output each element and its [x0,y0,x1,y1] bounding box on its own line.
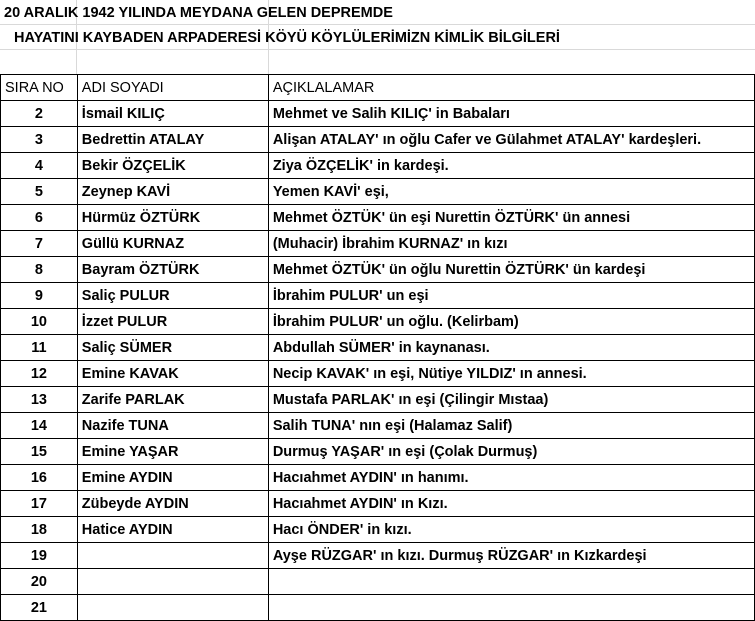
table-row [1,101,755,127]
cell-no: 12 [1,361,78,387]
table-row [1,465,755,491]
cell-name [77,569,268,595]
cell-description: Alişan ATALAY' ın oğlu Cafer ve Gülahmet ATALAY' kardeşleri. [268,127,754,153]
cell-no: 5 [1,179,78,205]
cell-description: Mehmet ÖZTÜK' ün eşi Nurettin ÖZTÜRK' ün annesi [268,205,754,231]
cell-description: Mustafa PARLAK' ın eşi (Çilingir Mıstaa) [268,387,754,413]
table-row [1,439,755,465]
cell-name: Zeynep KAVİ [77,179,268,205]
table-row [1,127,755,153]
table-row [1,569,755,595]
table-row [1,335,755,361]
table-row [1,517,755,543]
column-header-no: SIRA NO [1,75,78,101]
sheet-title-line1: 20 ARALIK 1942 YILINDA MEYDANA GELEN DEPREMDE [4,5,393,21]
victims-table [0,74,755,621]
cell-name: Saliç PULUR [77,283,268,309]
cell-name: Emine KAVAK [77,361,268,387]
cell-description [268,569,754,595]
table-row [1,595,755,621]
cell-no: 10 [1,309,78,335]
table-row [1,491,755,517]
cell-no: 3 [1,127,78,153]
column-header-name: ADI SOYADI [77,75,268,101]
cell-no: 16 [1,465,78,491]
cell-no: 4 [1,153,78,179]
table-row [1,387,755,413]
gridline [0,49,755,50]
cell-name: İsmail KILIÇ [77,101,268,127]
cell-description: Durmuş YAŞAR' ın eşi (Çolak Durmuş) [268,439,754,465]
cell-no: 18 [1,517,78,543]
cell-name: Bekir ÖZÇELİK [77,153,268,179]
table-row [1,283,755,309]
cell-description: İbrahim PULUR' un oğlu. (Kelirbam) [268,309,754,335]
cell-description: (Muhacir) İbrahim KURNAZ' ın kızı [268,231,754,257]
cell-no: 2 [1,101,78,127]
table-row [1,413,755,439]
cell-no: 13 [1,387,78,413]
cell-no: 15 [1,439,78,465]
cell-name [77,543,268,569]
cell-name: Zarife PARLAK [77,387,268,413]
cell-name: Zübeyde AYDIN [77,491,268,517]
cell-name: Emine YAŞAR [77,439,268,465]
cell-description: Necip KAVAK' ın eşi, Nütiye YILDIZ' ın annesi. [268,361,754,387]
cell-name: Hürmüz ÖZTÜRK [77,205,268,231]
table-row [1,231,755,257]
sheet-title-line2: HAYATINI KAYBADEN ARPADERESİ KÖYÜ KÖYLÜLERİMİZN KİMLİK BİLGİLERİ [14,30,560,46]
cell-no: 14 [1,413,78,439]
cell-no: 9 [1,283,78,309]
table-row [1,205,755,231]
cell-no: 17 [1,491,78,517]
cell-description: Mehmet ÖZTÜK' ün oğlu Nurettin ÖZTÜRK' ün kardeşi [268,257,754,283]
cell-description: Hacı ÖNDER' in kızı. [268,517,754,543]
cell-no: 21 [1,595,78,621]
cell-name: Bedrettin ATALAY [77,127,268,153]
cell-description: Mehmet ve Salih KILIÇ' in Babaları [268,101,754,127]
table-row [1,309,755,335]
cell-name: Hatice AYDIN [77,517,268,543]
table-header-row [1,75,755,101]
cell-no: 6 [1,205,78,231]
gridline [0,24,755,25]
cell-name: İzzet PULUR [77,309,268,335]
cell-name: Emine AYDIN [77,465,268,491]
cell-description: Hacıahmet AYDIN' ın hanımı. [268,465,754,491]
cell-description: Ziya ÖZÇELİK' in kardeşi. [268,153,754,179]
table-row [1,179,755,205]
cell-name: Saliç SÜMER [77,335,268,361]
cell-description: Yemen KAVİ' eşi, [268,179,754,205]
table-row [1,257,755,283]
cell-description [268,595,754,621]
cell-name: Nazife TUNA [77,413,268,439]
cell-name: Güllü KURNAZ [77,231,268,257]
cell-no: 7 [1,231,78,257]
cell-description: Ayşe RÜZGAR' ın kızı. Durmuş RÜZGAR' ın Kızkardeşi [268,543,754,569]
cell-no: 20 [1,569,78,595]
table-row [1,153,755,179]
table-row [1,361,755,387]
column-header-desc: AÇIKLALAMAR [268,75,754,101]
cell-no: 8 [1,257,78,283]
cell-description: Salih TUNA' nın eşi (Halamaz Salif) [268,413,754,439]
cell-description: İbrahim PULUR' un eşi [268,283,754,309]
cell-name: Bayram ÖZTÜRK [77,257,268,283]
cell-description: Hacıahmet AYDIN' ın Kızı. [268,491,754,517]
cell-description: Abdullah SÜMER' in kaynanası. [268,335,754,361]
cell-no: 11 [1,335,78,361]
table-row [1,543,755,569]
cell-no: 19 [1,543,78,569]
cell-name [77,595,268,621]
